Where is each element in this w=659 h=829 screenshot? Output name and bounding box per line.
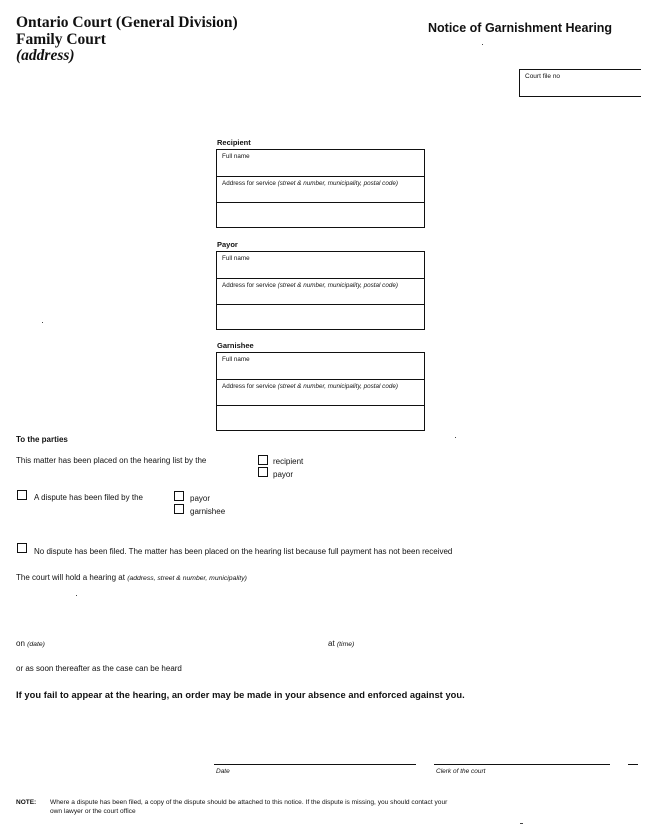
or-soon-text: or as soon thereafter as the case can be heard [16,664,182,673]
recipient-checkbox[interactable] [258,455,268,465]
date-signature-line[interactable] [214,764,416,765]
court-division: Family Court [16,31,106,48]
recipient-box [216,149,425,228]
garnishee-dispute-option-label: garnishee [190,507,226,516]
scan-speck [76,595,77,596]
recipient-address-hint: (street & number, municipality, postal code) [277,180,398,187]
payor-address-field[interactable] [217,279,424,305]
payor-box [216,251,425,330]
clerk-signature-line[interactable] [434,764,610,765]
payor-dispute-option-label: payor [190,494,211,503]
note-line-2: own lawyer or the court office [50,807,136,815]
on-label: on [16,639,25,648]
garnishee-dispute-checkbox[interactable] [174,504,184,514]
scan-speck [482,44,483,45]
no-dispute-checkbox[interactable] [17,543,27,553]
note-line-1: Where a dispute has been filed, a copy of the dispute should be attached to this notice. If the dispute is missing, you should contact your [50,799,448,806]
garnishee-address-continued[interactable] [217,406,424,430]
payor-address-continued[interactable] [217,305,424,329]
recipient-full-name-label: Full name [222,153,250,160]
garnishee-address-hint: (street & number, municipality, postal code) [277,383,398,390]
garnishee-address-field[interactable] [217,380,424,406]
payor-full-name-label: Full name [222,255,250,262]
at-label: at [328,639,335,648]
scan-speck [42,322,43,323]
date-signature-label: Date [216,768,230,775]
payor-address-label: Address for service [222,282,276,289]
clerk-signature-label: Clerk of the court [436,768,486,775]
hearing-list-text: This matter has been placed on the hearing list by the [16,456,207,465]
court-file-box[interactable] [519,69,641,97]
recipient-full-name-field[interactable] [217,150,424,177]
recipient-address-continued[interactable] [217,203,424,227]
dispute-filed-checkbox[interactable] [17,490,27,500]
payor-hearing-checkbox[interactable] [258,467,268,477]
signature-line-stub [628,764,638,765]
court-address: (address) [16,47,75,64]
note-label: NOTE: [16,799,37,806]
garnishee-full-name-field[interactable] [217,353,424,380]
scan-speck [520,823,523,824]
court-file-label: Court file no [525,73,561,80]
payor-hearing-option-label: payor [273,470,294,479]
hearing-at-text: The court will hold a hearing at [16,573,125,582]
court-name: Ontario Court (General Division) [16,14,238,31]
to-parties-heading: To the parties [16,435,68,444]
scan-speck [455,437,456,438]
recipient-option-label: recipient [273,457,304,466]
form-title: Notice of Garnishment Hearing [428,21,613,35]
no-dispute-text: No dispute has been filed. The matter has been placed on the hearing list because full payment has not been received [34,547,453,556]
dispute-filed-text: A dispute has been filed by the [34,493,143,502]
hearing-at-hint: (address, street & number, municipality) [127,575,247,582]
garnishee-address-label: Address for service [222,383,276,390]
garnishee-box [216,352,425,431]
garnishee-heading: Garnishee [217,341,254,350]
recipient-heading: Recipient [217,138,251,147]
recipient-address-field[interactable] [217,177,424,203]
garnishee-full-name-label: Full name [222,356,250,363]
date-hint: (date) [27,641,45,648]
payor-full-name-field[interactable] [217,252,424,279]
time-hint: (time) [336,641,355,648]
payor-dispute-checkbox[interactable] [174,491,184,501]
recipient-address-label: Address for service [222,180,276,187]
payor-address-hint: (street & number, municipality, postal code) [277,282,398,289]
warning-text: If you fail to appear at the hearing, an order may be made in your absence and enforced against you. [16,690,465,700]
payor-heading: Payor [217,240,238,249]
